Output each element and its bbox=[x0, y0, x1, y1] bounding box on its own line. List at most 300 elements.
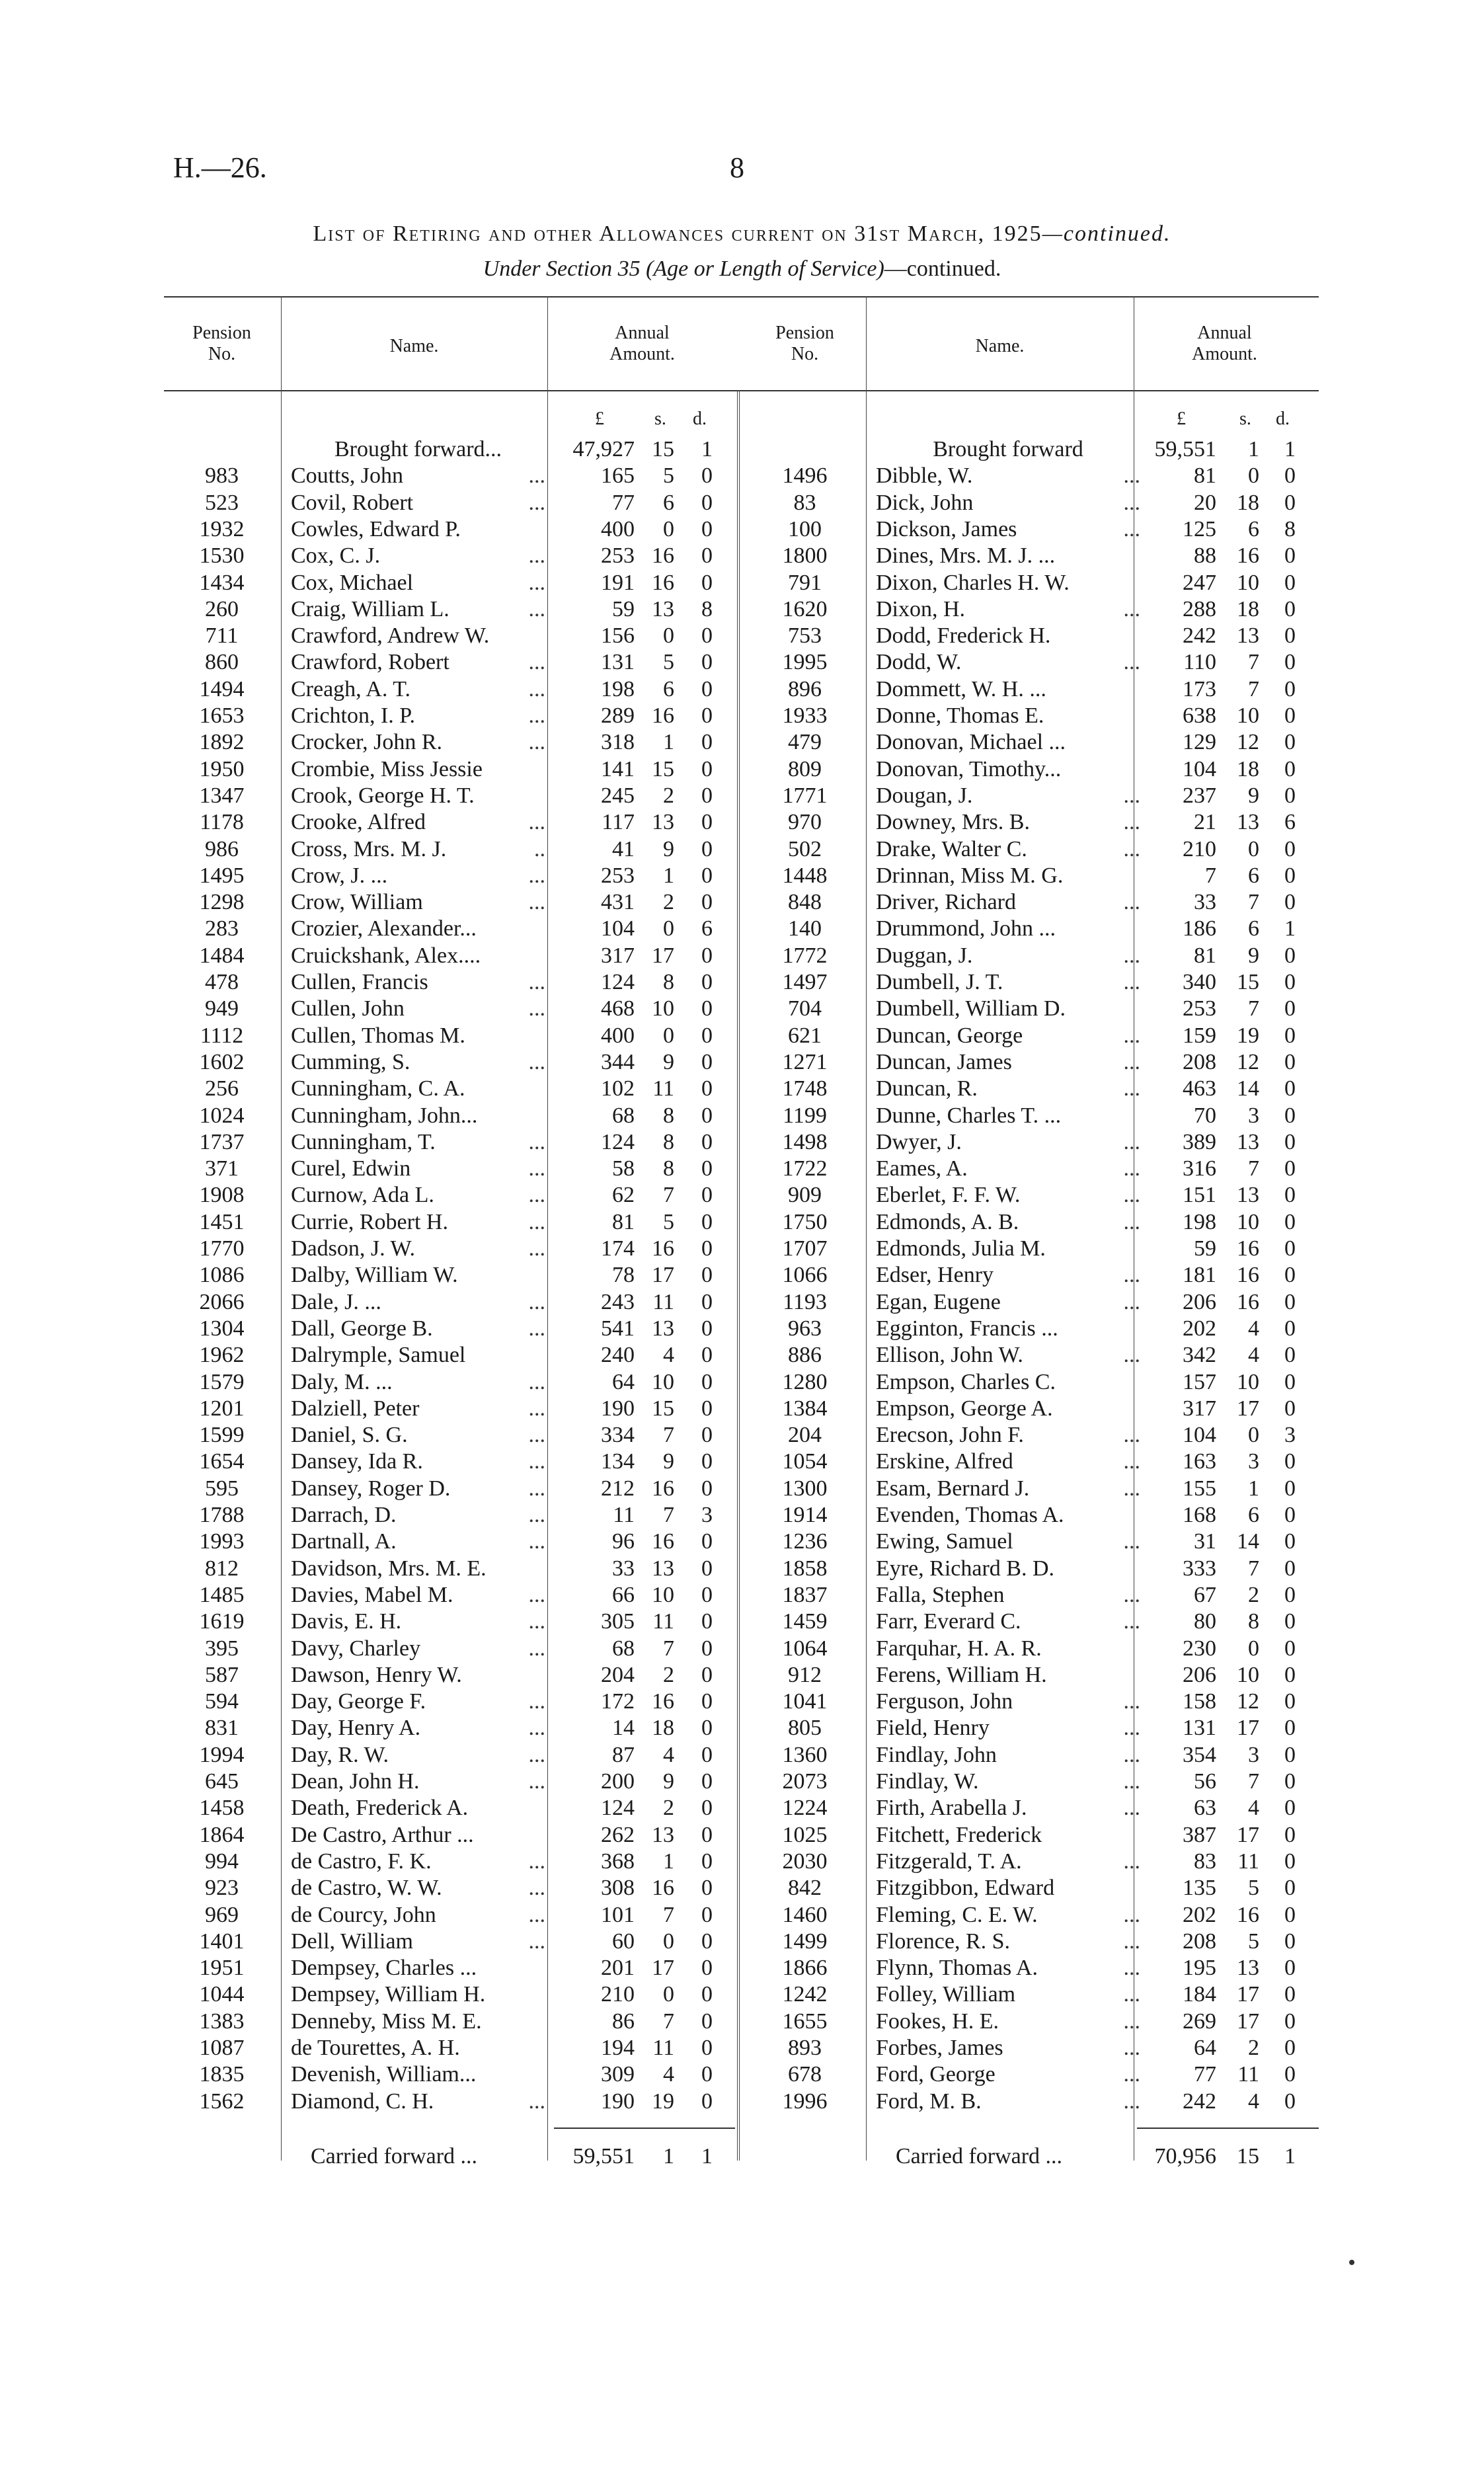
right-pension-no-header: Pension No. bbox=[775, 323, 834, 364]
left-amount-shillings: 7 bbox=[663, 2009, 674, 2034]
right-amount-shillings: 17 bbox=[1237, 1716, 1259, 1740]
right-leader-dots bbox=[1104, 543, 1140, 569]
left-amount-pounds: 468 bbox=[601, 996, 635, 1021]
left-amount-shillings: 5 bbox=[663, 463, 674, 488]
left-amount-pounds: 541 bbox=[601, 1316, 635, 1341]
left-amount-shillings: 1 bbox=[663, 730, 674, 754]
left-pension-no: 1383 bbox=[199, 2009, 245, 2034]
left-amount-pence: 0 bbox=[701, 1316, 713, 1341]
right-pension-no: 1800 bbox=[782, 543, 828, 568]
left-leader-dots: ... bbox=[528, 730, 545, 754]
right-amount-pence: 0 bbox=[1284, 837, 1296, 861]
right-pension-no: 100 bbox=[788, 517, 822, 541]
left-leader-dots: ... bbox=[528, 491, 545, 515]
left-leader-dots: ... bbox=[528, 1769, 545, 1794]
left-amount-shillings: 2 bbox=[663, 890, 674, 914]
right-amount-pence: 0 bbox=[1284, 863, 1296, 888]
left-amount-pence: 0 bbox=[701, 1130, 713, 1154]
right-pensioner-name: Florence, R. S. bbox=[876, 1929, 1011, 1954]
left-amount-pence: 0 bbox=[701, 1050, 713, 1074]
left-pensioner-name: Day, Henry A. bbox=[291, 1716, 421, 1740]
left-amount-pence: 0 bbox=[701, 810, 713, 834]
right-pensioner-name: Evenden, Thomas A. bbox=[876, 1503, 1064, 1527]
right-leader-dots: ... bbox=[1123, 1476, 1140, 1501]
right-leader-dots: ... bbox=[1123, 2089, 1140, 2114]
left-amount-shillings: 6 bbox=[663, 491, 674, 515]
right-pensioner-name: Ferens, William H. bbox=[876, 1663, 1047, 1687]
right-amount-shillings: 6 bbox=[1248, 1503, 1259, 1527]
right-amount-shillings: 14 bbox=[1237, 1076, 1259, 1101]
left-amount-pounds: 102 bbox=[601, 1076, 635, 1101]
left-amount-pounds: 68 bbox=[612, 1103, 635, 1128]
right-leader-dots: ... bbox=[1123, 1023, 1140, 1048]
center-divider bbox=[737, 390, 740, 2161]
left-leader-dots bbox=[509, 783, 545, 809]
right-amount-pounds: 151 bbox=[1183, 1183, 1216, 1207]
right-amount-pounds: 110 bbox=[1183, 650, 1216, 674]
left-amount-pounds: 190 bbox=[601, 2089, 635, 2114]
right-pension-no: 1360 bbox=[782, 1743, 828, 1767]
left-pension-no: 812 bbox=[205, 1556, 239, 1581]
left-amount-shillings: 7 bbox=[663, 1903, 674, 1927]
right-amount-shillings: 11 bbox=[1237, 2062, 1259, 2087]
left-pensioner-name: Cowles, Edward P. bbox=[291, 517, 461, 541]
right-pension-no: 83 bbox=[793, 491, 816, 515]
right-pension-no: 1722 bbox=[782, 1156, 828, 1181]
left-amount-shillings: 8 bbox=[663, 1130, 674, 1154]
left-leader-dots bbox=[509, 1795, 545, 1821]
left-amount-pounds: 59 bbox=[612, 597, 635, 621]
right-pension-no: 1707 bbox=[782, 1236, 828, 1261]
right-pensioner-name: Donovan, Michael ... bbox=[876, 730, 1066, 754]
left-amount-pounds: 240 bbox=[601, 1343, 635, 1367]
left-amount-pence: 0 bbox=[701, 1263, 713, 1287]
right-amount-pounds: 163 bbox=[1183, 1449, 1216, 1474]
page-subtitle bbox=[0, 257, 1484, 282]
right-amount-pounds: 77 bbox=[1194, 2062, 1216, 2087]
left-pensioner-name: Crichton, I. P. bbox=[291, 703, 415, 728]
right-amount-pence: 0 bbox=[1284, 1103, 1296, 1128]
right-leader-dots: ... bbox=[1123, 1423, 1140, 1447]
left-leader-dots: .. bbox=[534, 837, 545, 861]
right-amount-shillings: 17 bbox=[1237, 1982, 1259, 2007]
left-pension-no: 1892 bbox=[199, 730, 245, 754]
right-amount-shillings: 4 bbox=[1248, 1343, 1259, 1367]
right-amount-pounds: 33 bbox=[1194, 890, 1216, 914]
left-amount-shillings: 5 bbox=[663, 1210, 674, 1234]
left-amount-pounds: 198 bbox=[601, 677, 635, 701]
left-amount-shillings: 4 bbox=[663, 1343, 674, 1367]
right-leader-dots: ... bbox=[1123, 783, 1140, 808]
right-leader-dots bbox=[1104, 729, 1140, 756]
right-carried-forward-pence: 1 bbox=[1284, 2144, 1296, 2169]
left-amount-pounds: 117 bbox=[602, 810, 635, 834]
right-pension-no: 1300 bbox=[782, 1476, 828, 1501]
left-pensioner-name: Denneby, Miss M. E. bbox=[291, 2009, 482, 2034]
right-amount-pounds: 131 bbox=[1183, 1716, 1216, 1740]
right-amount-pence: 0 bbox=[1284, 757, 1296, 781]
left-amount-pence: 0 bbox=[701, 1823, 713, 1847]
left-amount-shillings: 9 bbox=[663, 1769, 674, 1794]
left-pensioner-name: Crozier, Alexander... bbox=[291, 916, 477, 941]
left-pensioner-name: de Castro, W. W. bbox=[291, 1876, 442, 1900]
right-leader-dots: ... bbox=[1123, 1156, 1140, 1181]
right-amount-shillings: 4 bbox=[1248, 2089, 1259, 2114]
right-leader-dots: ... bbox=[1123, 1183, 1140, 1207]
right-amount-pounds: 181 bbox=[1183, 1263, 1216, 1287]
right-amount-shillings: 16 bbox=[1237, 1903, 1259, 1927]
left-pension-no: 523 bbox=[205, 491, 239, 515]
left-leader-dots: ... bbox=[528, 597, 545, 621]
right-amount-pence: 0 bbox=[1284, 1849, 1296, 1874]
left-amount-shillings: 13 bbox=[652, 1316, 674, 1341]
left-amount-pounds: 204 bbox=[601, 1663, 635, 1687]
left-amount-pence: 0 bbox=[701, 2062, 713, 2087]
right-amount-pounds: 389 bbox=[1183, 1130, 1216, 1154]
right-amount-pounds: 202 bbox=[1183, 1316, 1216, 1341]
right-amount-shillings: 13 bbox=[1237, 1130, 1259, 1154]
left-amount-shillings: 9 bbox=[663, 1050, 674, 1074]
left-amount-pounds: 431 bbox=[601, 890, 635, 914]
right-amount-pounds: 242 bbox=[1183, 2089, 1216, 2114]
left-pension-no: 1087 bbox=[199, 2036, 245, 2060]
right-leader-dots bbox=[1104, 1556, 1140, 1582]
left-leader-dots: ... bbox=[528, 863, 545, 888]
left-amount-shillings: 9 bbox=[663, 1449, 674, 1474]
right-leader-dots: ... bbox=[1123, 2062, 1140, 2087]
right-pension-no: 502 bbox=[788, 837, 822, 861]
left-pensioner-name: Devenish, William... bbox=[291, 2062, 477, 2087]
left-pension-no: 1458 bbox=[199, 1796, 245, 1820]
left-amount-pounds: 262 bbox=[601, 1823, 635, 1847]
left-pension-no: 1451 bbox=[199, 1210, 245, 1234]
left-amount-shillings: 10 bbox=[652, 1583, 674, 1607]
right-amount-pounds: 342 bbox=[1183, 1343, 1216, 1367]
left-pension-no: 1112 bbox=[200, 1023, 244, 1048]
right-amount-pence: 0 bbox=[1284, 1796, 1296, 1820]
stray-mark bbox=[1349, 2260, 1354, 2265]
right-amount-pence: 0 bbox=[1284, 1343, 1296, 1367]
right-leader-dots bbox=[1104, 1636, 1140, 1662]
left-amount-shillings: 8 bbox=[663, 1103, 674, 1128]
right-leader-dots bbox=[1104, 1875, 1140, 1901]
left-pension-no: 1347 bbox=[199, 783, 245, 808]
right-leader-dots: ... bbox=[1123, 2009, 1140, 2034]
right-amount-pence: 0 bbox=[1284, 1183, 1296, 1207]
right-amount-pence: 0 bbox=[1284, 1982, 1296, 2007]
left-amount-pence: 0 bbox=[701, 1529, 713, 1554]
right-amount-pounds: 208 bbox=[1183, 1929, 1216, 1954]
left-pension-no: 711 bbox=[205, 623, 239, 648]
left-pension-no: 1932 bbox=[199, 517, 245, 541]
left-pension-no: 260 bbox=[205, 597, 239, 621]
left-amount-pounds: 60 bbox=[612, 1929, 635, 1954]
right-pensioner-name: Firth, Arabella J. bbox=[876, 1796, 1027, 1820]
left-leader-dots: ... bbox=[528, 1743, 545, 1767]
right-leader-dots bbox=[1104, 1822, 1140, 1849]
left-leader-dots bbox=[509, 2009, 545, 2035]
right-amount-pounds: 230 bbox=[1183, 1636, 1216, 1661]
right-pension-no: 204 bbox=[788, 1423, 822, 1447]
right-pension-no: 678 bbox=[788, 2062, 822, 2087]
right-leader-dots: ... bbox=[1123, 1956, 1140, 1980]
left-pensioner-name: Currie, Robert H. bbox=[291, 1210, 448, 1234]
left-leader-dots: ... bbox=[528, 970, 545, 994]
right-pensioner-name: Drinnan, Miss M. G. bbox=[876, 863, 1064, 888]
left-amount-shillings: 0 bbox=[663, 916, 674, 941]
right-amount-shillings: 4 bbox=[1248, 1316, 1259, 1341]
right-amount-shillings: 14 bbox=[1237, 1529, 1259, 1554]
left-amount-pounds: 200 bbox=[601, 1769, 635, 1794]
right-amount-pence: 0 bbox=[1284, 2036, 1296, 2060]
right-pensioner-name: Driver, Richard bbox=[876, 890, 1017, 914]
left-pension-no: 860 bbox=[205, 650, 239, 674]
right-leader-dots: ... bbox=[1123, 1210, 1140, 1234]
left-amount-shillings: 16 bbox=[652, 1236, 674, 1261]
right-leader-dots: ... bbox=[1123, 1130, 1140, 1154]
left-pension-no: 645 bbox=[205, 1769, 239, 1794]
right-pension-no: 842 bbox=[788, 1876, 822, 1900]
left-leader-dots: ... bbox=[528, 1929, 545, 1954]
left-amount-shillings: 4 bbox=[663, 1743, 674, 1767]
right-pension-no: 1499 bbox=[782, 1929, 828, 1954]
right-amount-pence: 0 bbox=[1284, 1236, 1296, 1261]
left-pensioner-name: De Castro, Arthur ... bbox=[291, 1823, 474, 1847]
left-pension-no: 371 bbox=[205, 1156, 239, 1181]
left-amount-shillings: 0 bbox=[663, 1929, 674, 1954]
right-amount-shillings: 0 bbox=[1248, 1636, 1259, 1661]
right-amount-pounds: 31 bbox=[1194, 1529, 1216, 1554]
left-pension-no: 986 bbox=[205, 837, 239, 861]
left-amount-pounds: 201 bbox=[601, 1956, 635, 1980]
right-leader-dots: ... bbox=[1123, 890, 1140, 914]
right-amount-shillings: 10 bbox=[1237, 1210, 1259, 1234]
right-pensioner-name: Dunne, Charles T. ... bbox=[876, 1103, 1062, 1128]
right-leader-dots bbox=[1104, 570, 1140, 596]
left-pensioner-name: Daniel, S. G. bbox=[291, 1423, 408, 1447]
left-amount-shillings: 10 bbox=[652, 1370, 674, 1394]
left-pensioner-name: Crombie, Miss Jessie bbox=[291, 757, 483, 781]
right-leader-dots: ... bbox=[1123, 1343, 1140, 1367]
right-leader-dots bbox=[1104, 1369, 1140, 1396]
left-amount-pence: 0 bbox=[701, 1103, 713, 1128]
right-amount-pence: 0 bbox=[1284, 1156, 1296, 1181]
left-amount-pounds: 14 bbox=[612, 1716, 635, 1740]
right-leader-dots: ... bbox=[1123, 597, 1140, 621]
left-amount-pence: 0 bbox=[701, 2089, 713, 2114]
right-leader-dots: ... bbox=[1123, 1796, 1140, 1820]
left-amount-pounds: 68 bbox=[612, 1636, 635, 1661]
right-amount-shillings: 4 bbox=[1248, 1796, 1259, 1820]
right-leader-dots: ... bbox=[1123, 1529, 1140, 1554]
left-pensioner-name: Dalby, William W. bbox=[291, 1263, 458, 1287]
right-leader-dots: ... bbox=[1123, 1449, 1140, 1474]
left-amount-shillings: 17 bbox=[652, 943, 674, 968]
left-amount-pounds: 253 bbox=[601, 863, 635, 888]
left-carried-forward-label: Carried forward ... bbox=[311, 2144, 478, 2169]
right-amount-pounds: 198 bbox=[1183, 1210, 1216, 1234]
left-pensioner-name: Crooke, Alfred bbox=[291, 810, 426, 834]
left-amount-pence: 0 bbox=[701, 1343, 713, 1367]
left-amount-pounds: 96 bbox=[612, 1529, 635, 1554]
right-amount-shillings: 5 bbox=[1248, 1929, 1259, 1954]
right-leader-dots bbox=[1104, 1236, 1140, 1262]
right-leader-dots bbox=[1104, 756, 1140, 783]
left-leader-dots bbox=[509, 916, 545, 942]
right-amount-pounds: 155 bbox=[1183, 1476, 1216, 1501]
right-pensioner-name: Dumbell, J. T. bbox=[876, 970, 1003, 994]
left-pension-no: 1788 bbox=[199, 1503, 245, 1527]
right-leader-dots: ... bbox=[1123, 1609, 1140, 1634]
right-annual-amount-header: Annual Amount. bbox=[1192, 323, 1257, 364]
right-pension-no: 1025 bbox=[782, 1823, 828, 1847]
right-amount-shillings: 7 bbox=[1248, 996, 1259, 1021]
left-pensioner-name: Davidson, Mrs. M. E. bbox=[291, 1556, 487, 1581]
right-pension-no: 1771 bbox=[782, 783, 828, 808]
right-amount-shillings: 10 bbox=[1237, 703, 1259, 728]
left-carried-forward-pounds: 59,551 bbox=[572, 2144, 635, 2169]
left-amount-pounds: 309 bbox=[601, 2062, 635, 2087]
right-pension-no: 140 bbox=[788, 916, 822, 941]
left-amount-pence: 0 bbox=[701, 1609, 713, 1634]
left-pensioner-name: Cox, Michael bbox=[291, 571, 414, 595]
left-pensioner-name: Dartnall, A. bbox=[291, 1529, 397, 1554]
left-amount-pounds: 41 bbox=[612, 837, 635, 861]
right-pensioner-name: Edmonds, A. B. bbox=[876, 1210, 1019, 1234]
right-amount-pounds: 157 bbox=[1183, 1370, 1216, 1394]
left-leader-dots bbox=[509, 1262, 545, 1289]
right-amount-pence: 0 bbox=[1284, 1743, 1296, 1767]
right-pension-no: 1772 bbox=[782, 943, 828, 968]
right-amount-pence: 0 bbox=[1284, 2062, 1296, 2087]
left-leader-dots bbox=[509, 943, 545, 969]
left-pensioner-name: Curnow, Ada L. bbox=[291, 1183, 434, 1207]
left-amount-shillings: 11 bbox=[652, 1076, 674, 1101]
right-amount-shillings: 15 bbox=[1237, 970, 1259, 994]
left-pension-no: 1298 bbox=[199, 890, 245, 914]
left-amount-pence: 0 bbox=[701, 677, 713, 701]
right-amount-shillings: 1 bbox=[1248, 1476, 1259, 1501]
left-amount-shillings: 16 bbox=[652, 1689, 674, 1714]
right-pensioner-name: Dougan, J. bbox=[876, 783, 973, 808]
right-pensioner-name: Duggan, J. bbox=[876, 943, 973, 968]
right-amount-pence: 0 bbox=[1284, 1263, 1296, 1287]
right-amount-pounds: 208 bbox=[1183, 1050, 1216, 1074]
right-amount-shillings: 10 bbox=[1237, 1370, 1259, 1394]
left-amount-pence: 0 bbox=[701, 1636, 713, 1661]
left-pension-no-header: Pension No. bbox=[192, 323, 251, 364]
right-leader-dots bbox=[1104, 1396, 1140, 1422]
left-pensioner-name: Dean, John H. bbox=[291, 1769, 420, 1794]
left-amount-shillings: 13 bbox=[652, 597, 674, 621]
left-amount-pounds: 104 bbox=[601, 916, 635, 941]
left-amount-pence: 0 bbox=[701, 1929, 713, 1954]
left-pension-no: 1024 bbox=[199, 1103, 245, 1128]
left-amount-pounds: 78 bbox=[612, 1263, 635, 1287]
right-amount-pence: 0 bbox=[1284, 1449, 1296, 1474]
right-col-sep-number bbox=[866, 296, 867, 2161]
right-pension-no: 805 bbox=[788, 1716, 822, 1740]
right-amount-pounds: 242 bbox=[1183, 623, 1216, 648]
left-leader-dots: ... bbox=[528, 890, 545, 914]
right-pensioner-name: Falla, Stephen bbox=[876, 1583, 1005, 1607]
right-amount-pounds: 340 bbox=[1183, 970, 1216, 994]
left-pension-no: 1484 bbox=[199, 943, 245, 968]
right-pension-no: 1064 bbox=[782, 1636, 828, 1661]
left-amount-pence: 0 bbox=[701, 2009, 713, 2034]
right-amount-pounds: 81 bbox=[1194, 943, 1216, 968]
left-amount-shillings: 7 bbox=[663, 1183, 674, 1207]
left-leader-dots: ... bbox=[528, 1609, 545, 1634]
right-pensioner-name: Dines, Mrs. M. J. ... bbox=[876, 543, 1056, 568]
left-pensioner-name: Dell, William bbox=[291, 1929, 413, 1954]
left-pension-no: 969 bbox=[205, 1903, 239, 1927]
left-amount-shillings: 5 bbox=[663, 650, 674, 674]
left-pensioner-name: Covil, Robert bbox=[291, 491, 414, 515]
right-amount-pence: 0 bbox=[1284, 1903, 1296, 1927]
right-amount-shillings: 16 bbox=[1237, 1290, 1259, 1314]
left-amount-pounds: 66 bbox=[612, 1583, 635, 1607]
left-pensioner-name: Dalrymple, Samuel bbox=[291, 1343, 466, 1367]
right-amount-pounds: 168 bbox=[1183, 1503, 1216, 1527]
right-pension-no: 1271 bbox=[782, 1050, 828, 1074]
right-unit-pounds: £ bbox=[1177, 409, 1186, 429]
left-pension-no: 1599 bbox=[199, 1423, 245, 1447]
left-amount-pence: 0 bbox=[701, 1370, 713, 1394]
left-amount-shillings: 4 bbox=[663, 2062, 674, 2087]
right-pensioner-name: Fookes, H. E. bbox=[876, 2009, 999, 2034]
left-pensioner-name: Diamond, C. H. bbox=[291, 2089, 434, 2114]
right-pension-no: 963 bbox=[788, 1316, 822, 1341]
left-leader-dots: ... bbox=[528, 1503, 545, 1527]
right-amount-pounds: 129 bbox=[1183, 730, 1216, 754]
left-pension-no: 1562 bbox=[199, 2089, 245, 2114]
page-number: 8 bbox=[730, 151, 744, 184]
right-carried-forward-pounds: 70,956 bbox=[1154, 2144, 1216, 2169]
right-leader-dots: ... bbox=[1123, 1583, 1140, 1607]
right-unit-pence: d. bbox=[1276, 409, 1290, 429]
left-amount-shillings: 0 bbox=[663, 1023, 674, 1048]
left-amount-pence: 0 bbox=[701, 1982, 713, 2007]
left-amount-shillings: 13 bbox=[652, 1823, 674, 1847]
left-amount-pounds: 368 bbox=[601, 1849, 635, 1874]
right-unit-shillings: s. bbox=[1239, 409, 1251, 429]
left-amount-pounds: 253 bbox=[601, 543, 635, 568]
right-pension-no: 2030 bbox=[782, 1849, 828, 1874]
right-pension-no: 1498 bbox=[782, 1130, 828, 1154]
left-pensioner-name: Death, Frederick A. bbox=[291, 1796, 469, 1820]
left-leader-dots: ... bbox=[528, 1130, 545, 1154]
left-amount-pence: 0 bbox=[701, 1716, 713, 1740]
left-brought-forward-shillings: 15 bbox=[652, 437, 674, 461]
left-pensioner-name: Dawson, Henry W. bbox=[291, 1663, 462, 1687]
right-leader-dots: ... bbox=[1123, 1076, 1140, 1101]
right-pension-no: 1996 bbox=[782, 2089, 828, 2114]
left-amount-pence: 0 bbox=[701, 1583, 713, 1607]
left-amount-shillings: 13 bbox=[652, 810, 674, 834]
right-amount-shillings: 17 bbox=[1237, 1823, 1259, 1847]
left-amount-pence: 0 bbox=[701, 1396, 713, 1421]
right-total-rule bbox=[1137, 2128, 1319, 2129]
left-pensioner-name: Cullen, John bbox=[291, 996, 405, 1021]
right-amount-pounds: 184 bbox=[1183, 1982, 1216, 2007]
left-pensioner-name: Coutts, John bbox=[291, 463, 404, 488]
left-pension-no: 983 bbox=[205, 463, 239, 488]
right-amount-pence: 0 bbox=[1284, 677, 1296, 701]
right-amount-pence: 0 bbox=[1284, 463, 1296, 488]
left-amount-pounds: 334 bbox=[601, 1423, 635, 1447]
left-amount-pounds: 86 bbox=[612, 2009, 635, 2034]
